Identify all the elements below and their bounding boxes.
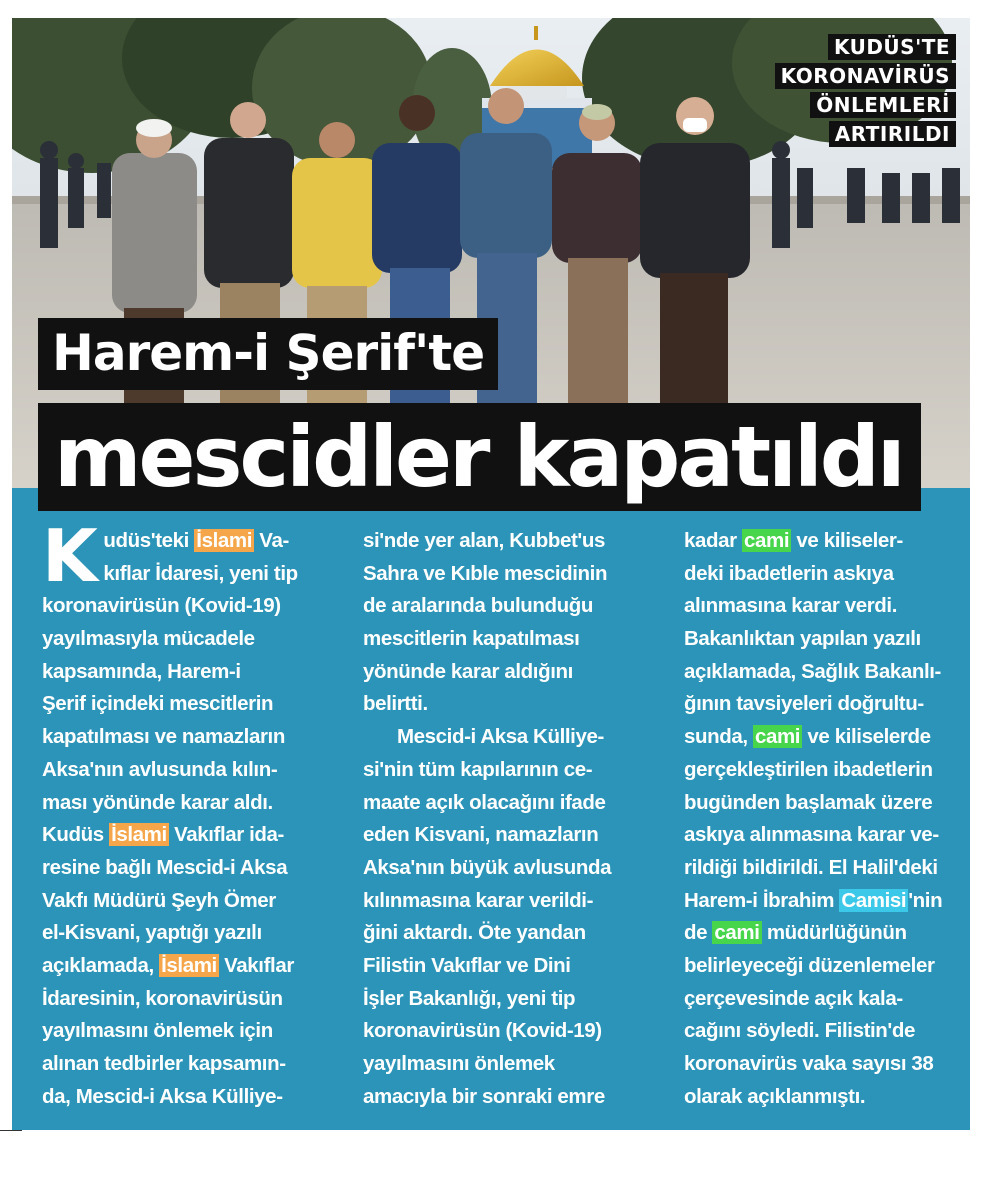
- line-text: el-Kisvani, yaptığı yazılı: [42, 921, 262, 945]
- line-text: amacıyla bir sonraki emre: [363, 1084, 605, 1108]
- article-line: [363, 1015, 641, 1048]
- line-text: kılınmasına karar verildi-: [363, 888, 594, 912]
- highlighted-term: Camisi: [841, 888, 907, 912]
- line-text: bugünden başlamak üzere: [684, 790, 933, 814]
- line-text: Şerif içindeki mescitlerin: [42, 692, 274, 716]
- line-text: olarak açıklanmıştı.: [684, 1084, 866, 1108]
- article-line: [42, 852, 320, 885]
- line-text: kadar: [684, 529, 742, 552]
- line-text: Bakanlıktan yapılan yazılı: [684, 627, 921, 651]
- line-text: İşler Bakanlığı, yeni tip: [363, 986, 576, 1010]
- article-line: [684, 1048, 962, 1081]
- highlighted-term: cami: [714, 921, 760, 945]
- line-text: udüs'teki: [103, 529, 195, 552]
- highlighted-term: cami: [744, 529, 790, 552]
- article-line: [684, 558, 962, 591]
- article-line: [363, 852, 641, 885]
- line-text: sunda,: [684, 725, 753, 749]
- article-line: [684, 1015, 962, 1048]
- article-line: [42, 819, 320, 852]
- line-text: İdaresinin, koronavirüsün: [42, 986, 283, 1010]
- kicker-line: KUDÜS'TE: [828, 34, 956, 60]
- article-line: [363, 950, 641, 983]
- drop-cap: K: [42, 514, 98, 598]
- article-column-1: [42, 514, 320, 1125]
- line-text: deki ibadetlerin askıya: [684, 561, 894, 585]
- line-text: koronavirüsün (Kovid-19): [363, 1019, 602, 1043]
- line-text: da, Mescid-i Aksa Külliye-: [42, 1084, 283, 1108]
- article-line: [684, 1081, 962, 1114]
- line-text: yönünde karar aldığını: [363, 659, 573, 683]
- article-line: [684, 754, 962, 787]
- article-line: [684, 819, 962, 852]
- line-text: 'nin: [908, 888, 943, 912]
- line-text: maate açık olacağını ifade: [363, 790, 606, 814]
- article-line: [363, 983, 641, 1016]
- line-text: si'nde yer alan, Kubbet'us: [363, 529, 605, 552]
- line-text: açıklamada,: [42, 953, 160, 977]
- newspaper-clipping: [12, 18, 970, 1130]
- line-text: de aralarında bulunduğu: [363, 594, 593, 618]
- highlighted-term: İslami: [111, 823, 167, 847]
- article-line: [42, 950, 320, 983]
- line-text: rildiği bildirildi. El Halil'deki: [684, 855, 938, 879]
- article-line: [684, 525, 962, 558]
- article-line: [42, 1048, 320, 1081]
- article-line: [684, 623, 962, 656]
- article-line: [684, 688, 962, 721]
- article-line: [363, 917, 641, 950]
- line-text: Vakıflar: [218, 953, 294, 977]
- article-line: [363, 819, 641, 852]
- line-text: resine bağlı Mescid-i Aksa: [42, 855, 288, 879]
- article-line: [363, 885, 641, 918]
- article-line: [363, 1081, 641, 1114]
- line-text: de: [684, 921, 713, 945]
- article-line: [42, 656, 320, 689]
- article-line: [363, 1048, 641, 1081]
- line-text: cağını söyledi. Filistin'de: [684, 1019, 916, 1043]
- article-line: [363, 721, 641, 754]
- line-text: kıflar İdaresi, yeni tip: [103, 561, 298, 585]
- article-line: [684, 885, 962, 918]
- line-text: belirleyeceği düzenlemeler: [684, 953, 935, 977]
- article-line: [363, 688, 641, 721]
- article-line: [363, 525, 641, 558]
- line-text: belirtti.: [363, 692, 428, 716]
- line-text: askıya alınmasına karar ve-: [684, 823, 939, 847]
- article-body: [42, 514, 962, 1125]
- kicker-line: ARTIRILDI: [829, 121, 956, 147]
- line-text: Vakıflar ida-: [168, 823, 284, 847]
- line-text: ğının tavsiyeleri doğrultu-: [684, 692, 924, 716]
- line-text: Mescid-i Aksa Külliye-: [397, 725, 604, 749]
- line-text: Sahra ve Kıble mescidinin: [363, 561, 608, 585]
- line-text: müdürlüğünün: [761, 921, 907, 945]
- article-line: [42, 1015, 320, 1048]
- article-line: [684, 787, 962, 820]
- line-text: koronavirüs vaka sayısı 38: [684, 1052, 934, 1075]
- line-text: ması yönünde karar aldı.: [42, 790, 273, 814]
- line-text: gerçekleştirilen ibadetlerin: [684, 757, 933, 781]
- line-text: Va-: [254, 529, 289, 552]
- line-text: çerçevesinde açık kala-: [684, 986, 903, 1010]
- line-text: yayılmasıyla mücadele: [42, 627, 255, 651]
- line-text: alınan tedbirler kapsamın-: [42, 1052, 286, 1075]
- line-text: kapatılması ve namazların: [42, 725, 285, 749]
- headline-line-1: Harem-i Şerif'te: [38, 318, 498, 390]
- line-text: yayılmasını önlemek: [363, 1052, 555, 1075]
- line-text: ve kiliselerde: [802, 725, 931, 749]
- highlighted-term: İslami: [196, 529, 252, 552]
- line-text: yayılmasını önlemek için: [42, 1019, 273, 1043]
- line-text: Kudüs: [42, 823, 110, 847]
- line-text: açıklamada, Sağlık Bakanlı-: [684, 659, 941, 683]
- line-text: Aksa'nın büyük avlusunda: [363, 855, 612, 879]
- article-line: [42, 590, 320, 623]
- page-edge-rule: [0, 1130, 22, 1131]
- article-line: [684, 590, 962, 623]
- headline-line-2: mescidler kapatıldı: [38, 403, 921, 511]
- article-column-2: [363, 525, 641, 1125]
- line-text: mescitlerin kapatılması: [363, 627, 580, 651]
- kicker-line: KORONAVİRÜS: [775, 63, 956, 89]
- article-line: [42, 721, 320, 754]
- article-line: [684, 917, 962, 950]
- article-line: [42, 983, 320, 1016]
- article-line: [363, 590, 641, 623]
- line-text: koronavirüsün (Kovid-19): [42, 594, 281, 618]
- article-line: [42, 885, 320, 918]
- article-line: [684, 852, 962, 885]
- line-text: Filistin Vakıflar ve Dini: [363, 953, 571, 977]
- article-line: [684, 656, 962, 689]
- article-line: [684, 721, 962, 754]
- article-line: [42, 754, 320, 787]
- article-line: [684, 950, 962, 983]
- kicker-box: [775, 34, 956, 147]
- article-line: [42, 787, 320, 820]
- article-column-3: [684, 525, 962, 1125]
- article-line: [684, 983, 962, 1016]
- article-line: [363, 623, 641, 656]
- article-line: [42, 623, 320, 656]
- article-line: [42, 1081, 320, 1114]
- line-text: Harem-i İbrahim: [684, 888, 840, 912]
- line-text: eden Kisvani, namazların: [363, 823, 599, 847]
- kicker-line: ÖNLEMLERİ: [810, 92, 956, 118]
- line-text: Vakfı Müdürü Şeyh Ömer: [42, 888, 276, 912]
- highlighted-term: cami: [754, 725, 801, 749]
- line-text: ğini aktardı. Öte yandan: [363, 921, 586, 945]
- article-line: [363, 754, 641, 787]
- highlighted-term: İslami: [161, 953, 217, 977]
- line-text: kapsamında, Harem-i: [42, 659, 241, 683]
- line-text: ve kiliseler-: [791, 529, 903, 552]
- article-line: [363, 656, 641, 689]
- article-line: [42, 917, 320, 950]
- article-line: [363, 558, 641, 591]
- article-line: [363, 787, 641, 820]
- article-line: [42, 688, 320, 721]
- line-text: alınmasına karar verdi.: [684, 594, 898, 618]
- line-text: si'nin tüm kapılarının ce-: [363, 757, 593, 781]
- line-text: Aksa'nın avlusunda kılın-: [42, 757, 278, 781]
